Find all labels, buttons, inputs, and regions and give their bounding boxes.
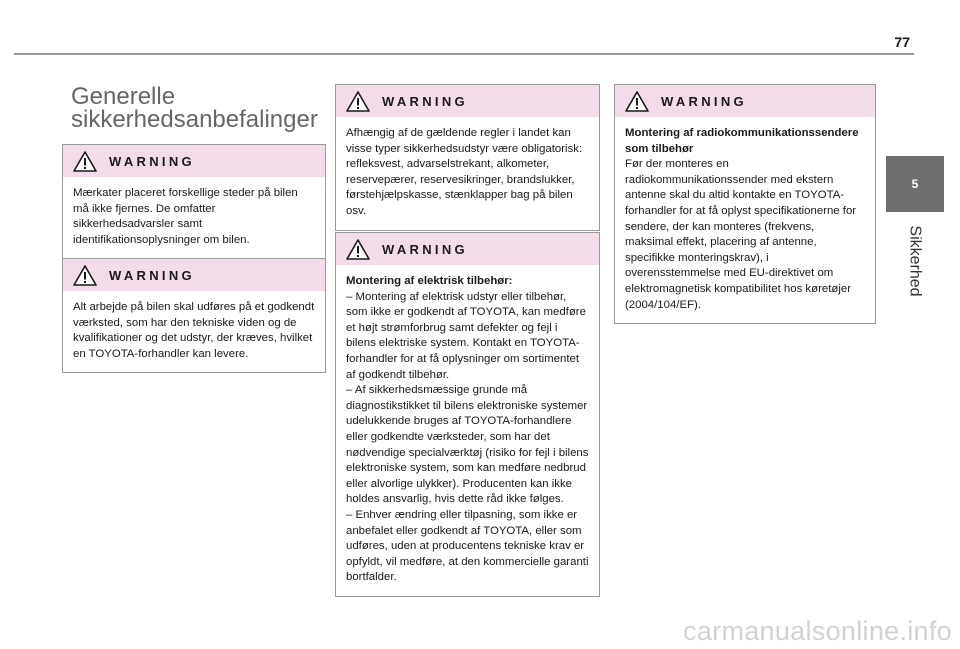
chapter-tab-label: Sikkerhed: [907, 225, 924, 297]
warning-subtitle: Montering af radiokommunikationssendere som tilbehør: [625, 127, 859, 155]
warning-text: Før der monteres en radiokommunikationssender med ekstern antenne skal du altid kontakte en TOYOTA-forhandler for at få oplyst specifikationerne for sendere, der kan monteres (frekvens, maksimal effekt, placering af antenne, specifikke monteringskrav), i overensstemmelse med EU-direktivet om elektromagnetisk kompatibilitet hos køretøjer (2004/104/EF).: [625, 158, 857, 311]
header-divider: [14, 53, 914, 55]
watermark: carmanualsonline.info: [683, 616, 952, 646]
warning-body: [63, 291, 325, 372]
warning-text: Mærkater placeret forskellige steder på bilen må ikke fjernes. De omfatter sikkerhedsadvarsler samt identifikationsoplysninger om bilen.: [73, 187, 298, 246]
warning-header: [63, 145, 325, 177]
warning-label: WARNING: [382, 241, 468, 257]
warning-body: [336, 117, 599, 230]
chapter-tab-label-wrapper: [872, 218, 958, 304]
warning-label: WARNING: [109, 267, 195, 283]
warning-triangle-icon: [346, 239, 370, 260]
warning-header: [336, 85, 599, 117]
warning-triangle-icon: [625, 91, 649, 112]
warning-text: Alt arbejde på bilen skal udføres på et godkendt værksted, som har den tekniske viden og de kvalifikationer og det udstyr, der kræves, hvilket en TOYOTA-forhandler kan levere.: [73, 301, 315, 360]
warning-box: [62, 258, 326, 373]
warning-text: Afhængig af de gældende regler i landet kan visse typer sikkerhedsudstyr være obligatorisk: refleksvest, advarselstrekant, alkometer, reservepærer, reservesikringer, brandslukker, førstehjælpskasse, stænklapper bag på bilen osv.: [346, 127, 583, 217]
warning-box: [335, 232, 600, 597]
section-title: Generelle sikkerhedsanbefalinger: [71, 83, 318, 133]
warning-triangle-icon: [73, 151, 97, 172]
warning-subtitle: Montering af elektrisk tilbehør:: [346, 275, 513, 287]
warning-triangle-icon: [346, 91, 370, 112]
warning-box: [335, 84, 600, 231]
warning-header: [63, 259, 325, 291]
warning-text: – Enhver ændring eller tilpasning, som ikke er anbefalet eller godkendt af TOYOTA, eller som udføres, uden at producentens tekniske krav er opfyldt, vil medføre, at den kommercielle garanti bortfalder.: [346, 508, 589, 584]
warning-body: [615, 117, 875, 323]
warning-header: [615, 85, 875, 117]
warning-body: [336, 265, 599, 596]
warning-label: WARNING: [382, 93, 468, 109]
warning-label: WARNING: [109, 153, 195, 169]
warning-body: [63, 177, 325, 258]
warning-box: [614, 84, 876, 324]
warning-text: – Af sikkerhedsmæssige grunde må diagnostikstikket til bilens elektroniske systemer udelukkende bruges af TOYOTA-forhandlere eller godkendte værksteder, som har det nødvendige specialværktøj (risiko for fejl i bilens elektroniske system, som kan medføre nedbrud eller alvorlige ulykker). Producenten kan ikke holdes ansvarlig, hvis dette råd ikke følges.: [346, 384, 589, 506]
page-number: 77: [894, 34, 910, 50]
warning-triangle-icon: [73, 265, 97, 286]
warning-header: [336, 233, 599, 265]
warning-label: WARNING: [661, 93, 747, 109]
warning-box: [62, 144, 326, 259]
chapter-tab-number[interactable]: 5: [886, 156, 944, 212]
warning-text: – Montering af elektrisk udstyr eller tilbehør, som ikke er godkendt af TOYOTA, kan medføre et højt strømforbrug samt defekter og fejl i bilens elektriske system. Kontakt en TOYOTA-forhandler for at få oplysninger om sortimentet af godkendt tilbehør.: [346, 290, 586, 381]
